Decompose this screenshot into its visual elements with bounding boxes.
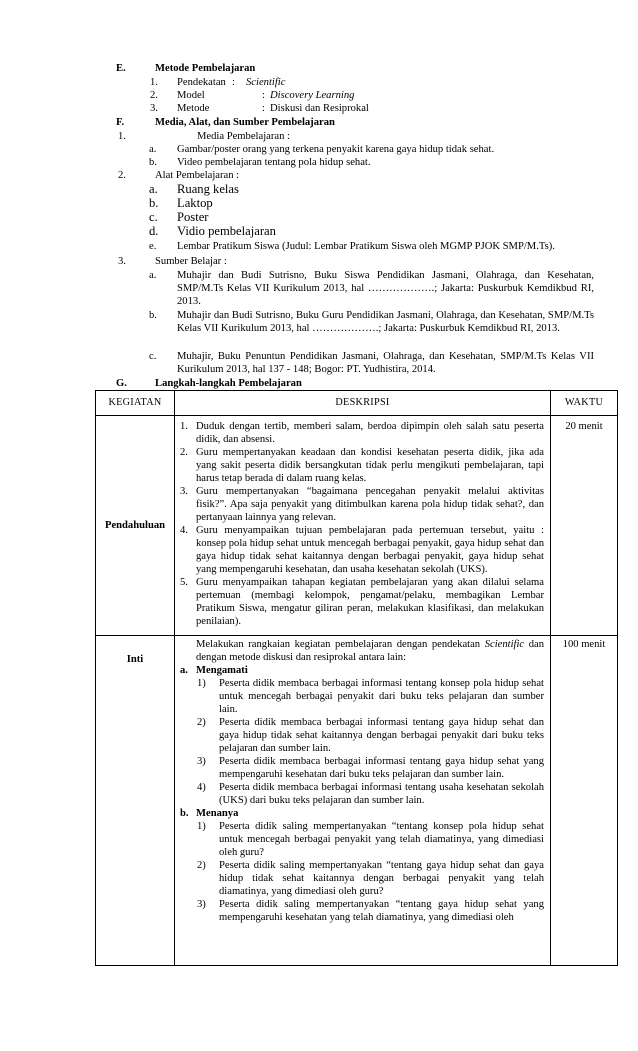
inti-intro: Melakukan rangkaian kegiatan pembelajaran dengan pendekatan Scientific dan dengan metode diskusi dan resiprokal antara lain: bbox=[196, 639, 545, 663]
sumber-item-num-c: c. bbox=[149, 351, 157, 362]
media-item-num-b: b. bbox=[149, 157, 157, 168]
header-waktu: WAKTU bbox=[551, 391, 618, 416]
alat-item-d: Vidio pembelajaran bbox=[177, 224, 276, 238]
header-kegiatan: KEGIATAN bbox=[96, 391, 175, 416]
kegiatan-pendahuluan: Pendahuluan bbox=[104, 520, 166, 531]
method-num-1: 1. bbox=[150, 77, 158, 88]
method-label-3: Metode bbox=[177, 103, 210, 114]
section-g-title: Langkah-langkah Pembelajaran bbox=[155, 378, 302, 389]
section-e-title: Metode Pembelajaran bbox=[155, 63, 256, 74]
list-item: 5. Guru menyampaikan tahapan kegiatan pembelajaran yang akan dilalui selama pertemuan (membagi kelompok, pengamat/pelaku, membagikan Lembar Pratikum Siswa, mengatur giliran peran, melakukan klasifikasi, dan melakukan penilaian). bbox=[180, 577, 544, 627]
sumber-num: 3. bbox=[118, 256, 126, 267]
alat-item-num-a: a. bbox=[149, 182, 158, 196]
list-item: 2. Guru mempertanyakan keadaan dan kondisi kesehatan peserta didik, jika ada yang sakit peserta didik bersangkutan tidak perlu mengikuti pembelajaran, tapi harus tetap berada di dalam ruang kelas. bbox=[180, 447, 544, 484]
list-item: 3) Peserta didik saling mempertanyakan “tentang gaya hidup sehat yang mempengaruhi kesehatan yang telah diamatinya, yang dimediasi oleh bbox=[197, 899, 544, 923]
media-num: 1. bbox=[118, 131, 126, 142]
sumber-item-num-b: b. bbox=[149, 310, 157, 321]
method-sep-1: : bbox=[232, 77, 235, 88]
method-value-1: Scientific bbox=[246, 77, 286, 88]
deskripsi-cell bbox=[175, 416, 551, 636]
alat-num: 2. bbox=[118, 170, 126, 181]
alat-item-num-c: c. bbox=[149, 210, 158, 224]
kegiatan-cell bbox=[96, 416, 175, 636]
sumber-title: Sumber Belajar : bbox=[155, 256, 227, 267]
method-label-2: Model bbox=[177, 90, 205, 101]
alat-title: Alat Pembelajaran : bbox=[155, 170, 240, 181]
heading-menanya: b. Menanya bbox=[180, 808, 239, 819]
method-value-2: Discovery Learning bbox=[270, 90, 355, 101]
list-item: 3) Peserta didik membaca berbagai informasi tentang gaya hidup sehat yang mempengaruhi kesehatan dari buku teks pelajaran dan sumber lain. bbox=[197, 756, 544, 780]
kegiatan-cell bbox=[96, 636, 175, 966]
list-item: 4) Peserta didik membaca berbagai informasi tentang usaha kesehatan sekolah (UKS) dari buku teks pelajaran dan sumber lain. bbox=[197, 782, 544, 806]
sumber-item-c: Muhajir, Buku Penuntun Pendidikan Jasmani, Olahraga, dan Kesehatan, SMP/M.Ts Kelas VII Kurikulum 2013, hal 137 - 148; Bogor: PT. Yudhistira, 2014. bbox=[177, 351, 594, 375]
method-label-1: Pendekatan bbox=[177, 77, 226, 88]
alat-item-num-b: b. bbox=[149, 196, 159, 210]
alat-item-num-d: d. bbox=[149, 224, 159, 238]
list-item: 1) Peserta didik membaca berbagai informasi tentang konsep pola hidup sehat untuk mencegah berbagai penyakit dari buku teks pelajaran dan sumber lain. bbox=[197, 678, 544, 715]
sumber-item-b: Muhajir dan Budi Sutrisno, Buku Guru Pendidikan Jasmani, Olahraga, dan Kesehatan, SMP/M.Ts Kelas VII Kurikulum 2013, hal ……………….; Jakarta: Puskurbuk Kemdikbud RI, 2013. bbox=[177, 310, 594, 334]
alat-item-a: Ruang kelas bbox=[177, 182, 239, 196]
list-item: 3. Guru mempertanyakan “bagaimana pencegahan penyakit melalui aktivitas fisik?”. Apa saja penyakit yang ditimbulkan karena pola hidup tidak sehat?, dan pertanyaan lainnya yang relevan. bbox=[180, 486, 544, 523]
table-header-row bbox=[96, 391, 618, 416]
media-item-b: Video pembelajaran tentang pola hidup sehat. bbox=[177, 157, 371, 168]
sumber-item-num-a: a. bbox=[149, 270, 157, 281]
section-e-letter: E. bbox=[116, 63, 126, 74]
list-item: 2) Peserta didik saling mempertanyakan “tentang gaya hidup sehat dan gaya hidup tidak sehat kaitannya dengan berbagai penyakit yang telah diamatinya, yang dimediasi oleh guru? bbox=[197, 860, 544, 897]
deskripsi-cell bbox=[175, 636, 551, 966]
list-item: 2) Peserta didik membaca berbagai informasi tentang gaya hidup sehat dan gaya hidup tidak sehat kaitannya dengan berbagai penyakit dari buku teks pelajaran dan sumber lain. bbox=[197, 717, 544, 754]
heading-mengamati: a. Mengamati bbox=[180, 665, 248, 676]
section-f-letter: F. bbox=[116, 117, 125, 128]
waktu-cell bbox=[551, 636, 618, 966]
list-item: 1. Duduk dengan tertib, memberi salam, berdoa dipimpin oleh salah satu peserta didik, dan absensi. bbox=[180, 421, 544, 445]
method-num-3: 3. bbox=[150, 103, 158, 114]
table-row-pendahuluan bbox=[96, 416, 618, 636]
lesson-steps-table bbox=[95, 390, 618, 966]
list-item: 4. Guru menyampaikan tujuan pembelajaran pada pertemuan tersebut, yaitu : konsep pola hidup sehat untuk mencegah berbagai penyakit, gaya hidup sehat dan gaya hidup tidak sehat kaitannya dengan berbagai penyakit, gaya hidup sehat yang mempengaruhi kesehatan, dan usaha kesehatan sekolah (UKS). bbox=[180, 525, 544, 575]
alat-item-num-e: e. bbox=[149, 241, 157, 252]
header-deskripsi: DESKRIPSI bbox=[175, 391, 551, 416]
waktu-inti: 100 menit bbox=[562, 639, 606, 650]
list-item: 1) Peserta didik saling mempertanyakan “tentang konsep pola hidup sehat untuk mencegah berbagai penyakit yang telah diamatinya, yang dimediasi oleh guru? bbox=[197, 821, 544, 858]
alat-item-c: Poster bbox=[177, 210, 209, 224]
method-sep-3: : bbox=[262, 103, 265, 114]
table-row-inti bbox=[96, 636, 618, 966]
media-title: Media Pembelajaran : bbox=[197, 131, 290, 142]
method-value-3: Diskusi dan Resiprokal bbox=[270, 103, 369, 114]
media-item-a: Gambar/poster orang yang terkena penyakit karena gaya hidup tidak sehat. bbox=[177, 144, 495, 155]
method-num-2: 2. bbox=[150, 90, 158, 101]
waktu-cell bbox=[551, 416, 618, 636]
section-f-title: Media, Alat, dan Sumber Pembelajaran bbox=[155, 117, 335, 128]
method-sep-2: : bbox=[262, 90, 265, 101]
alat-item-b: Laktop bbox=[177, 196, 213, 210]
media-item-num-a: a. bbox=[149, 144, 157, 155]
sumber-item-a: Muhajir dan Budi Sutrisno, Buku Siswa Pendidikan Jasmani, Olahraga, dan Kesehatan, SMP/M.Ts Kelas VII Kurikulum 2013, hal ……………….; Jakarta: Puskurbuk Kemdikbud RI, 2013. bbox=[177, 270, 594, 307]
section-g-letter: G. bbox=[116, 378, 127, 389]
alat-item-e: Lembar Pratikum Siswa (Judul: Lembar Pratikum Siswa oleh MGMP PJOK SMP/M.Ts). bbox=[177, 241, 555, 252]
kegiatan-inti: Inti bbox=[126, 654, 144, 665]
waktu-pendahuluan: 20 menit bbox=[565, 421, 603, 432]
